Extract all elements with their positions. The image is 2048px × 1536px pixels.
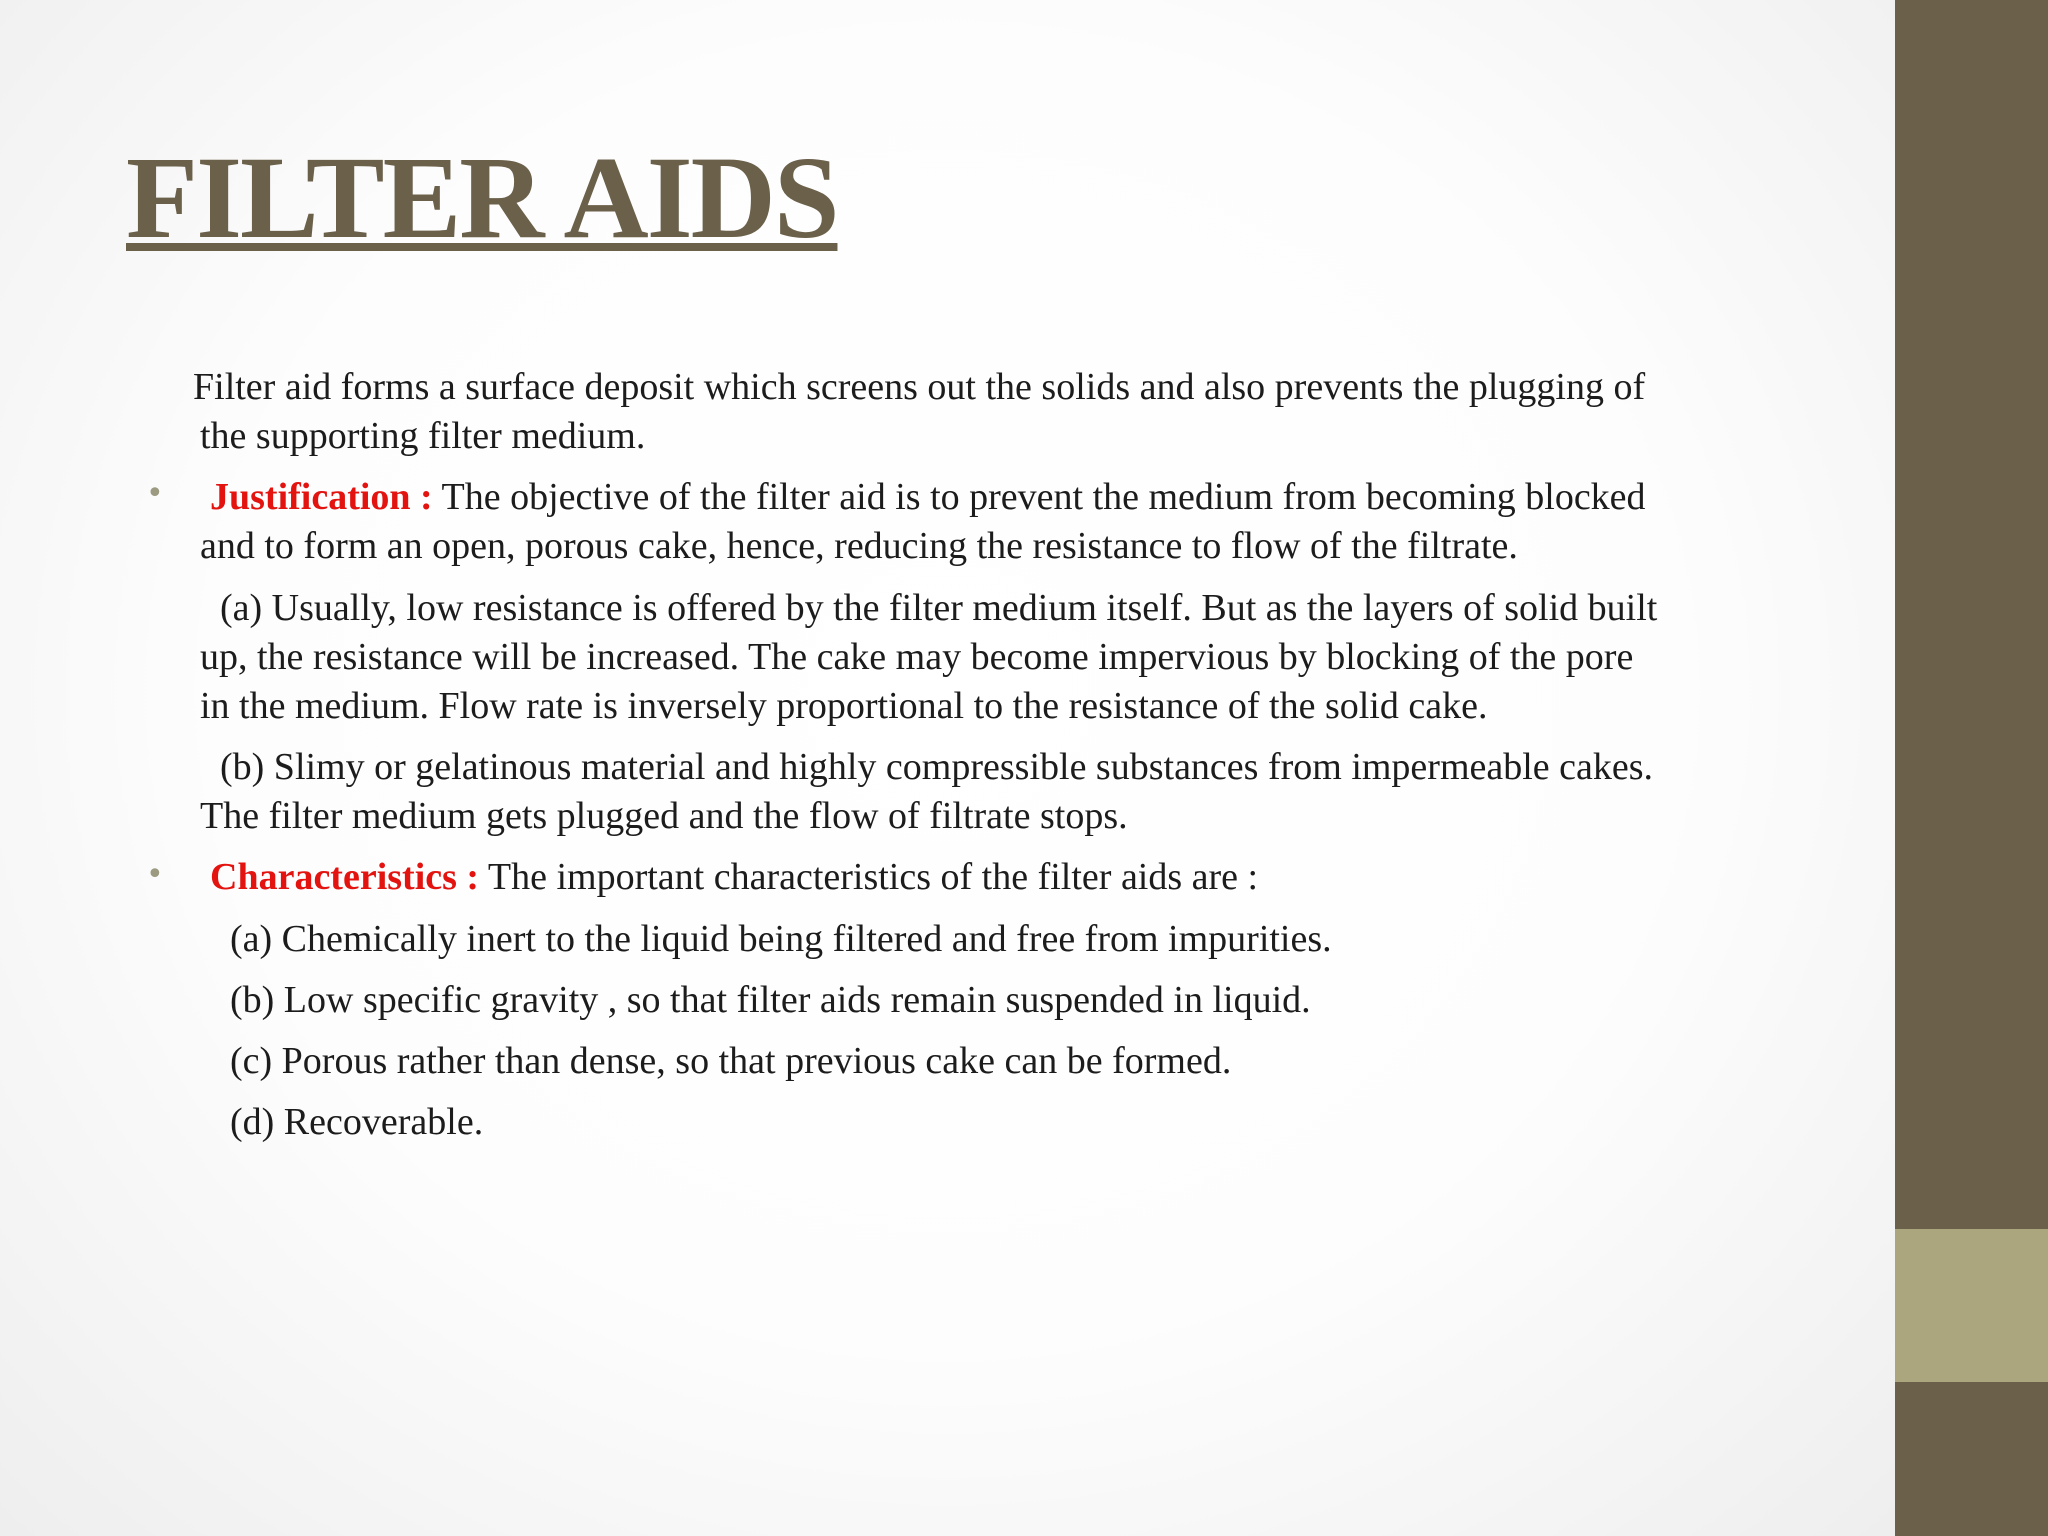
characteristics-line-1 [210, 853, 1258, 902]
bullet-icon: • [146, 476, 164, 511]
justification-line-2: and to form an open, porous cake, hence, reducing the resistance to flow of the filtrate. [200, 525, 1518, 567]
justification-text: The objective of the filter aid is to prevent the medium from becoming blocked [432, 476, 1646, 518]
justification-a-line-2: up, the resistance will be increased. The cake may become impervious by blocking of the pore [200, 636, 1634, 678]
characteristics-item-b: (b) Low specific gravity , so that filter aids remain suspended in liquid. [230, 979, 1311, 1021]
justification-line-1 [210, 473, 1646, 522]
characteristics-item-c: (c) Porous rather than dense, so that previous cake can be formed. [230, 1040, 1232, 1082]
intro-line-2: the supporting filter medium. [200, 415, 646, 457]
characteristics-item-a: (a) Chemically inert to the liquid being filtered and free from impurities. [230, 918, 1332, 960]
characteristics-item-d: (d) Recoverable. [230, 1101, 484, 1143]
justification-a-line-1: (a) Usually, low resistance is offered by the filter medium itself. But as the layers of solid built [220, 587, 1658, 629]
decorative-sidebar-accent [1895, 1229, 2048, 1382]
justification-a-line-3: in the medium. Flow rate is inversely proportional to the resistance of the solid cake. [200, 685, 1488, 727]
slide-title: FILTER AIDS [126, 132, 838, 263]
justification-b-line-2: The filter medium gets plugged and the flow of filtrate stops. [200, 795, 1128, 837]
characteristics-text: The important characteristics of the filter aids are : [479, 856, 1259, 898]
intro-line-1: Filter aid forms a surface deposit which screens out the solids and also prevents the plugging of [193, 366, 1646, 408]
bullet-icon: • [146, 857, 164, 892]
justification-label: Justification : [210, 476, 433, 518]
justification-b-line-1: (b) Slimy or gelatinous material and highly compressible substances from impermeable cakes. [220, 746, 1654, 788]
characteristics-label: Characteristics : [210, 856, 480, 898]
